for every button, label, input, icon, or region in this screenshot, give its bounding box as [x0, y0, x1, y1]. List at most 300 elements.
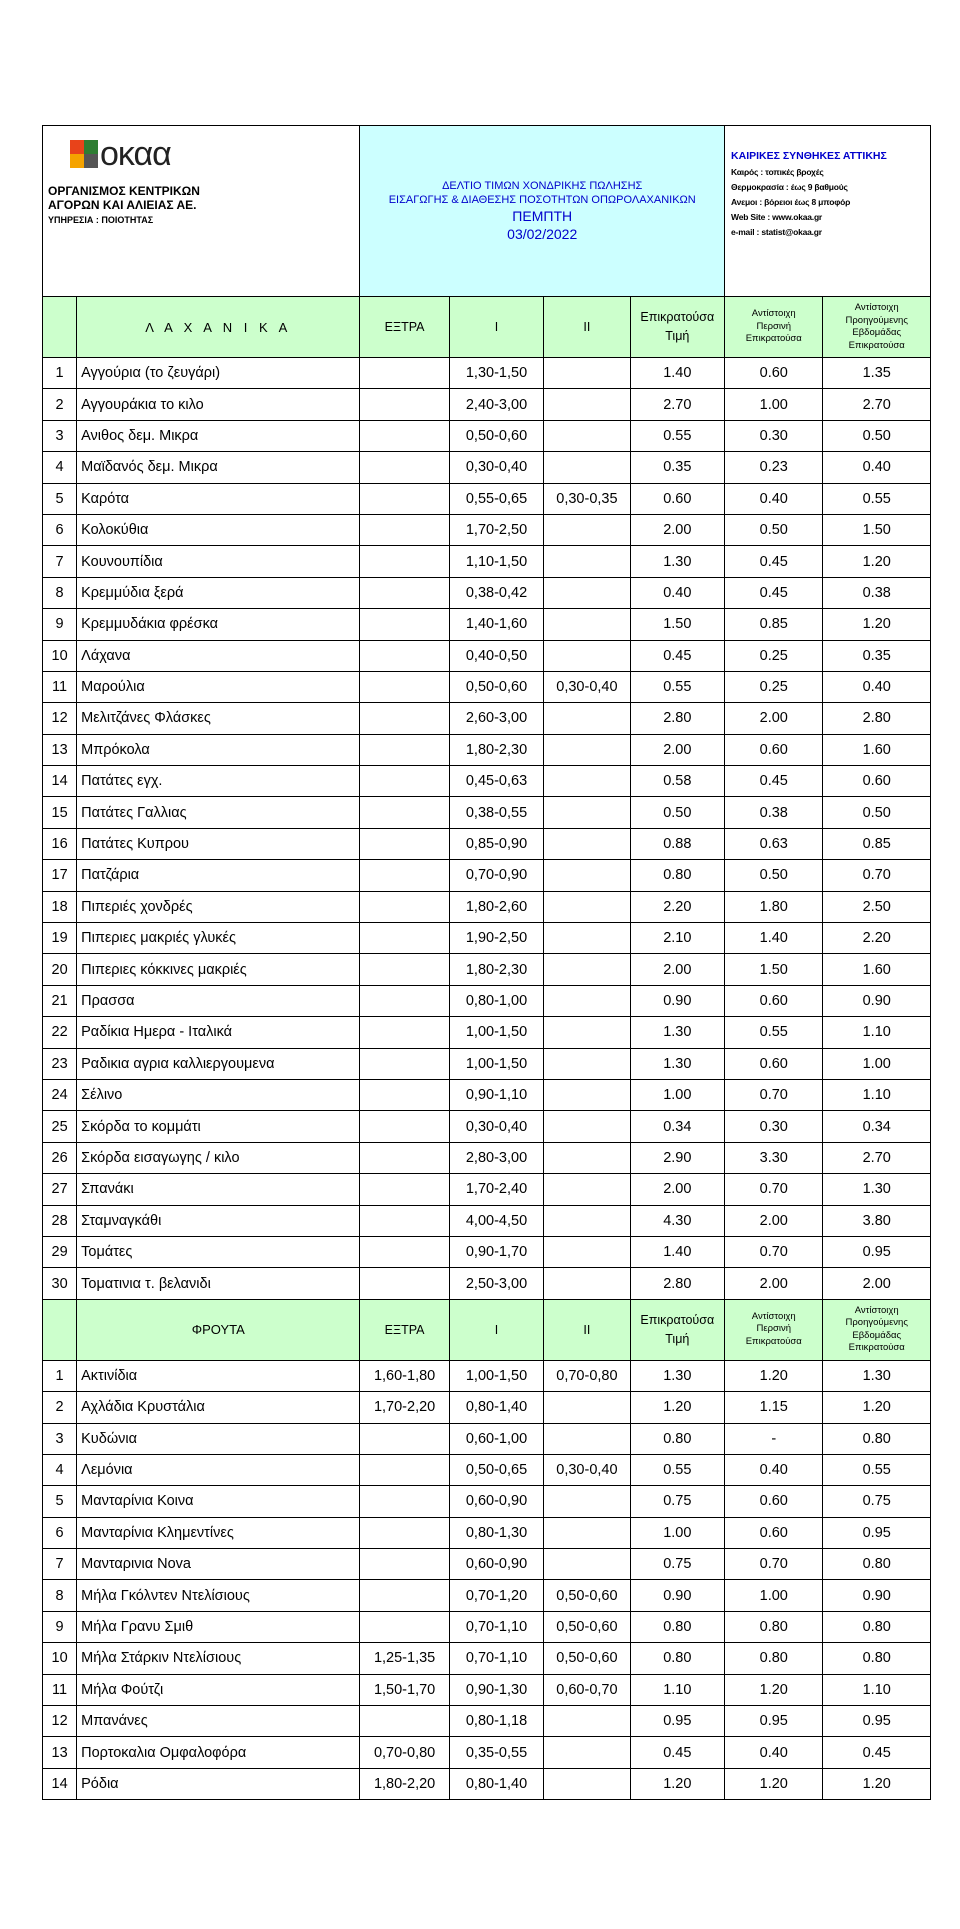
weather-line: Καιρός : τοπικές βροχές [731, 167, 824, 177]
product-name: Καρότα [77, 483, 360, 514]
product-name: Σκόρδα το κομμάτι [77, 1111, 360, 1142]
price-class1: 0,70-0,90 [449, 860, 543, 891]
product-name: Αχλάδια Κρυστάλια [77, 1392, 360, 1423]
price-extra [360, 1174, 449, 1205]
price-class1: 0,35-0,55 [449, 1737, 543, 1768]
price-class2 [544, 1706, 630, 1737]
price-class1: 1,80-2,60 [449, 891, 543, 922]
product-name: Μανταρίνια Κοινα [77, 1486, 360, 1517]
price-last-week: 2.70 [823, 1142, 931, 1173]
row-number: 6 [43, 1517, 77, 1548]
product-name: Κολοκύθια [77, 514, 360, 545]
price-class2 [544, 1549, 630, 1580]
price-class2 [544, 452, 630, 483]
price-extra [360, 766, 449, 797]
price-last-year: 0.50 [725, 514, 823, 545]
price-last-week: 0.75 [823, 1486, 931, 1517]
price-class2: 0,50-0,60 [544, 1643, 630, 1674]
price-class2: 0,50-0,60 [544, 1611, 630, 1642]
price-bulletin-table [42, 125, 931, 1800]
price-extra [360, 1580, 449, 1611]
price-class2 [544, 954, 630, 985]
price-last-week: 0.55 [823, 483, 931, 514]
table-row [43, 766, 931, 797]
price-last-year: 0.45 [725, 546, 823, 577]
price-last-year: 1.20 [725, 1674, 823, 1705]
price-class1: 1,30-1,50 [449, 358, 543, 389]
price-class2 [544, 609, 630, 640]
price-extra [360, 703, 449, 734]
price-class1: 0,90-1,30 [449, 1674, 543, 1705]
price-last-week: 0.95 [823, 1706, 931, 1737]
price-class1: 0,30-0,40 [449, 1111, 543, 1142]
price-class2: 0,30-0,40 [544, 671, 630, 702]
price-last-year: 1.40 [725, 923, 823, 954]
price-extra [360, 734, 449, 765]
price-last-week: 0.90 [823, 1580, 931, 1611]
table-row [43, 546, 931, 577]
row-number: 2 [43, 1392, 77, 1423]
price-class2: 0,60-0,70 [544, 1674, 630, 1705]
price-class2 [544, 923, 630, 954]
price-prevailing: 0.40 [630, 577, 724, 608]
logo-squares-icon [70, 140, 98, 168]
price-class1: 0,70-1,10 [449, 1643, 543, 1674]
price-last-week: 0.60 [823, 766, 931, 797]
price-last-year: 1.15 [725, 1392, 823, 1423]
product-name: Κουνουπίδια [77, 546, 360, 577]
price-extra [360, 1706, 449, 1737]
price-last-year: 0.63 [725, 828, 823, 859]
table-row [43, 828, 931, 859]
table-row [43, 1048, 931, 1079]
row-number: 15 [43, 797, 77, 828]
service-label: ΥΠΗΡΕΣΙΑ : ΠΟΙΟΤΗΤΑΣ [48, 215, 154, 225]
price-last-week: 0.55 [823, 1454, 931, 1485]
table-row [43, 1174, 931, 1205]
price-class1: 0,90-1,10 [449, 1079, 543, 1110]
price-last-year: 1.00 [725, 389, 823, 420]
col-header-class2: II [544, 297, 630, 358]
product-name: Μήλα Φούτζι [77, 1674, 360, 1705]
price-class2 [544, 1048, 630, 1079]
product-name: Μήλα Γκόλντεν Ντελίσιους [77, 1580, 360, 1611]
col-header-last-year [725, 297, 823, 358]
price-class1: 0,80-1,18 [449, 1706, 543, 1737]
section-header-row [43, 1299, 931, 1360]
price-class1: 1,70-2,40 [449, 1174, 543, 1205]
row-number: 12 [43, 703, 77, 734]
price-last-year: 0.60 [725, 1486, 823, 1517]
price-last-week: 0.45 [823, 1737, 931, 1768]
price-prevailing: 0.75 [630, 1486, 724, 1517]
table-row [43, 860, 931, 891]
price-class2 [544, 1205, 630, 1236]
org-cell [43, 126, 360, 297]
row-number: 19 [43, 923, 77, 954]
price-class1: 1,00-1,50 [449, 1017, 543, 1048]
table-row [43, 1236, 931, 1267]
row-number: 14 [43, 766, 77, 797]
table-row [43, 420, 931, 451]
price-class1: 2,60-3,00 [449, 703, 543, 734]
price-last-year: 0.55 [725, 1017, 823, 1048]
price-class1: 1,00-1,50 [449, 1048, 543, 1079]
price-extra [360, 483, 449, 514]
product-name: Μανταρίνια Κλημεντίνες [77, 1517, 360, 1548]
price-class1: 0,80-1,40 [449, 1392, 543, 1423]
table-row [43, 1486, 931, 1517]
product-name: Μαρούλια [77, 671, 360, 702]
row-number: 1 [43, 1360, 77, 1391]
product-name: Μαϊδανός δεμ. Μικρα [77, 452, 360, 483]
price-last-week: 0.80 [823, 1549, 931, 1580]
row-number: 23 [43, 1048, 77, 1079]
table-row [43, 389, 931, 420]
price-last-year: 0.40 [725, 483, 823, 514]
price-class1: 1,80-2,30 [449, 954, 543, 985]
org-name-line2: ΑΓΟΡΩΝ ΚΑΙ ΑΛΙΕΙΑΣ ΑΕ. [48, 198, 197, 212]
price-extra [360, 546, 449, 577]
row-number: 11 [43, 1674, 77, 1705]
price-last-year: 0.60 [725, 1517, 823, 1548]
price-last-week: 0.95 [823, 1236, 931, 1267]
col-header-last-week-line: Προηγούμενης [845, 1317, 908, 1329]
col-header-last-week-line: Εβδομάδας [852, 1329, 902, 1341]
price-class2 [544, 577, 630, 608]
product-name: Κρεμμυδάκια φρέσκα [77, 609, 360, 640]
price-class2 [544, 734, 630, 765]
product-name: Λεμόνια [77, 1454, 360, 1485]
price-class2 [544, 828, 630, 859]
price-class2 [544, 985, 630, 1016]
price-prevailing: 1.00 [630, 1517, 724, 1548]
price-last-week: 1.20 [823, 546, 931, 577]
price-prevailing: 0.55 [630, 1454, 724, 1485]
price-prevailing: 0.90 [630, 985, 724, 1016]
price-last-week: 2.00 [823, 1268, 931, 1299]
price-prevailing: 1.30 [630, 1048, 724, 1079]
price-last-year: 0.60 [725, 358, 823, 389]
price-last-year: 0.85 [725, 609, 823, 640]
table-row [43, 1768, 931, 1799]
logo-text: οκαα [100, 135, 171, 173]
price-prevailing: 1.50 [630, 609, 724, 640]
price-extra [360, 358, 449, 389]
price-extra: 0,70-0,80 [360, 1737, 449, 1768]
row-number: 13 [43, 1737, 77, 1768]
col-header-class1: I [449, 297, 543, 358]
table-row [43, 577, 931, 608]
table-row [43, 703, 931, 734]
product-name: Ανιθος δεμ. Μικρα [77, 420, 360, 451]
price-prevailing: 0.80 [630, 1643, 724, 1674]
product-name: Πατζάρια [77, 860, 360, 891]
table-row [43, 1111, 931, 1142]
header-blank-cell [43, 1299, 77, 1360]
product-name: Ακτινίδια [77, 1360, 360, 1391]
price-last-week: 0.35 [823, 640, 931, 671]
price-prevailing: 2.90 [630, 1142, 724, 1173]
product-name: Πατάτες εγχ. [77, 766, 360, 797]
table-row [43, 640, 931, 671]
table-row [43, 1643, 931, 1674]
row-number: 27 [43, 1174, 77, 1205]
price-class2 [544, 766, 630, 797]
product-name: Αγγουράκια το κιλο [77, 389, 360, 420]
row-number: 26 [43, 1142, 77, 1173]
price-class1: 0,80-1,30 [449, 1517, 543, 1548]
row-number: 30 [43, 1268, 77, 1299]
price-extra [360, 1142, 449, 1173]
price-class2 [544, 389, 630, 420]
row-number: 10 [43, 640, 77, 671]
row-number: 24 [43, 1079, 77, 1110]
price-last-week: 0.34 [823, 1111, 931, 1142]
price-last-year: 2.00 [725, 703, 823, 734]
price-last-year: 0.70 [725, 1174, 823, 1205]
price-prevailing: 1.30 [630, 1360, 724, 1391]
col-header-prevailing-line: Τιμή [665, 329, 690, 343]
price-last-year: 0.40 [725, 1737, 823, 1768]
price-last-week: 0.50 [823, 420, 931, 451]
product-name: Μπανάνες [77, 1706, 360, 1737]
price-class1: 2,50-3,00 [449, 1268, 543, 1299]
price-last-year: 0.38 [725, 797, 823, 828]
price-last-week: 1.30 [823, 1174, 931, 1205]
section-title: Λ Α Χ Α Ν Ι Κ Α [77, 297, 360, 358]
price-class1: 0,60-0,90 [449, 1549, 543, 1580]
table-row [43, 891, 931, 922]
table-row [43, 1737, 931, 1768]
row-number: 6 [43, 514, 77, 545]
price-extra [360, 640, 449, 671]
table-row [43, 1580, 931, 1611]
row-number: 8 [43, 577, 77, 608]
price-class2: 0,30-0,40 [544, 1454, 630, 1485]
col-header-prevailing-line: Τιμή [665, 1331, 690, 1346]
product-name: Πατάτες Γαλλιας [77, 797, 360, 828]
col-header-last-week-line: Αντίστοιχη [854, 1304, 899, 1316]
table-row [43, 1423, 931, 1454]
col-header-extra: ΕΞΤΡΑ [360, 1299, 449, 1360]
table-row [43, 954, 931, 985]
price-class1: 0,38-0,55 [449, 797, 543, 828]
price-last-year: 0.45 [725, 577, 823, 608]
price-class1: 0,70-1,10 [449, 1611, 543, 1642]
price-prevailing: 0.95 [630, 1706, 724, 1737]
price-extra [360, 1236, 449, 1267]
price-class1: 0,30-0,40 [449, 452, 543, 483]
price-extra [360, 420, 449, 451]
table-row [43, 609, 931, 640]
price-prevailing: 2.10 [630, 923, 724, 954]
row-number: 3 [43, 1423, 77, 1454]
price-prevailing: 1.30 [630, 1017, 724, 1048]
price-prevailing: 0.80 [630, 860, 724, 891]
table-row [43, 483, 931, 514]
price-class2: 0,30-0,35 [544, 483, 630, 514]
col-header-last-week-line: Επικρατούσα [848, 1342, 905, 1354]
price-last-year: 0.60 [725, 734, 823, 765]
col-header-class1: I [449, 1299, 543, 1360]
row-number: 9 [43, 609, 77, 640]
product-name: Κρεμμύδια ξερά [77, 577, 360, 608]
price-extra: 1,70-2,20 [360, 1392, 449, 1423]
product-name: Λάχανα [77, 640, 360, 671]
price-class1: 1,00-1,50 [449, 1360, 543, 1391]
table-row [43, 1454, 931, 1485]
price-last-year: 0.95 [725, 1706, 823, 1737]
price-last-week: 1.10 [823, 1674, 931, 1705]
price-extra: 1,50-1,70 [360, 1674, 449, 1705]
price-last-week: 1.20 [823, 609, 931, 640]
table-row [43, 734, 931, 765]
row-number: 13 [43, 734, 77, 765]
product-name: Σταμναγκάθι [77, 1205, 360, 1236]
price-last-year: 2.00 [725, 1205, 823, 1236]
price-class2 [544, 1517, 630, 1548]
org-name [48, 184, 359, 212]
price-extra [360, 1268, 449, 1299]
price-extra [360, 1079, 449, 1110]
bulletin-date: 03/02/2022 [507, 226, 578, 242]
price-last-year: 2.00 [725, 1268, 823, 1299]
bulletin-title-cell [360, 126, 725, 297]
price-class2 [544, 703, 630, 734]
price-class2: 0,70-0,80 [544, 1360, 630, 1391]
price-extra [360, 954, 449, 985]
price-last-week: 1.00 [823, 1048, 931, 1079]
price-prevailing: 2.00 [630, 1174, 724, 1205]
price-extra [360, 577, 449, 608]
price-class2 [544, 1392, 630, 1423]
price-class1: 0,50-0,60 [449, 671, 543, 702]
row-number: 5 [43, 483, 77, 514]
product-name: Σπανάκι [77, 1174, 360, 1205]
table-row [43, 1611, 931, 1642]
price-class1: 0,50-0,60 [449, 420, 543, 451]
price-prevailing: 0.75 [630, 1549, 724, 1580]
col-header-last-year-line: Περσινή [756, 1323, 791, 1335]
row-number: 2 [43, 389, 77, 420]
table-row [43, 1017, 931, 1048]
price-prevailing: 2.70 [630, 389, 724, 420]
row-number: 12 [43, 1706, 77, 1737]
price-last-week: 0.40 [823, 671, 931, 702]
price-last-week: 0.38 [823, 577, 931, 608]
price-class1: 1,10-1,50 [449, 546, 543, 577]
price-prevailing: 0.45 [630, 1737, 724, 1768]
price-class2 [544, 1111, 630, 1142]
price-class2 [544, 1486, 630, 1517]
table-row [43, 1549, 931, 1580]
row-number: 4 [43, 1454, 77, 1485]
price-prevailing: 1.40 [630, 1236, 724, 1267]
row-number: 11 [43, 671, 77, 702]
price-prevailing: 2.00 [630, 954, 724, 985]
product-name: Κυδώνια [77, 1423, 360, 1454]
price-extra [360, 1517, 449, 1548]
table-row [43, 1392, 931, 1423]
price-class2 [544, 1768, 630, 1799]
price-extra [360, 797, 449, 828]
bulletin-title-line1: ΔΕΛΤΙΟ ΤΙΜΩΝ ΧΟΝΔΡΙΚΗΣ ΠΩΛΗΣΗΣ [442, 180, 643, 192]
price-last-week: 1.35 [823, 358, 931, 389]
price-prevailing: 1.10 [630, 1674, 724, 1705]
product-name: Ραδικια αγρια καλλιεργουμενα [77, 1048, 360, 1079]
row-number: 9 [43, 1611, 77, 1642]
product-name: Τοματινια τ. βελανιδι [77, 1268, 360, 1299]
price-extra [360, 1454, 449, 1485]
price-class2 [544, 891, 630, 922]
price-last-week: 0.80 [823, 1423, 931, 1454]
table-row [43, 671, 931, 702]
price-last-year: 0.60 [725, 985, 823, 1016]
price-extra [360, 514, 449, 545]
price-extra [360, 891, 449, 922]
col-header-last-year-line: Αντίστοιχη [751, 308, 796, 320]
section-header-row [43, 297, 931, 358]
product-name: Πιπεριες κόκκινες μακριές [77, 954, 360, 985]
row-number: 29 [43, 1236, 77, 1267]
price-last-week: 1.10 [823, 1017, 931, 1048]
price-class1: 0,38-0,42 [449, 577, 543, 608]
price-class1: 0,80-1,40 [449, 1768, 543, 1799]
price-prevailing: 1.20 [630, 1392, 724, 1423]
price-class2 [544, 1174, 630, 1205]
price-last-year: 0.50 [725, 860, 823, 891]
weather-line: Web Site : www.okaa.gr [731, 212, 823, 222]
product-name: Τομάτες [77, 1236, 360, 1267]
col-header-last-week [823, 297, 931, 358]
price-last-year: 0.80 [725, 1643, 823, 1674]
price-class2 [544, 358, 630, 389]
price-class2 [544, 546, 630, 577]
price-last-week: 2.80 [823, 703, 931, 734]
price-extra: 1,25-1,35 [360, 1643, 449, 1674]
row-number: 28 [43, 1205, 77, 1236]
row-number: 7 [43, 1549, 77, 1580]
col-header-extra: ΕΞΤΡΑ [360, 297, 449, 358]
col-header-last-year-line: Επικρατούσα [745, 333, 802, 345]
price-last-week: 1.10 [823, 1079, 931, 1110]
price-extra [360, 1205, 449, 1236]
col-header-last-week-line: Επικρατούσα [848, 339, 905, 351]
table-row [43, 1706, 931, 1737]
weather-cell [725, 126, 931, 297]
price-class1: 1,40-1,60 [449, 609, 543, 640]
table-row [43, 1674, 931, 1705]
price-class1: 1,90-2,50 [449, 923, 543, 954]
price-class2 [544, 860, 630, 891]
price-prevailing: 0.80 [630, 1611, 724, 1642]
table-row [43, 1205, 931, 1236]
price-last-year: 3.30 [725, 1142, 823, 1173]
price-extra [360, 1611, 449, 1642]
col-header-prevailing-line: Επικρατούσα [640, 310, 715, 324]
row-number: 8 [43, 1580, 77, 1611]
col-header-last-year-line: Επικρατούσα [745, 1335, 802, 1347]
price-last-year: 0.25 [725, 640, 823, 671]
price-last-week: 0.40 [823, 452, 931, 483]
price-prevailing: 1.30 [630, 546, 724, 577]
price-last-year: 0.80 [725, 1611, 823, 1642]
row-number: 22 [43, 1017, 77, 1048]
product-name: Ραδίκια Ημερα - Ιταλικά [77, 1017, 360, 1048]
row-number: 18 [43, 891, 77, 922]
product-name: Μήλα Στάρκιν Ντελίσιους [77, 1643, 360, 1674]
